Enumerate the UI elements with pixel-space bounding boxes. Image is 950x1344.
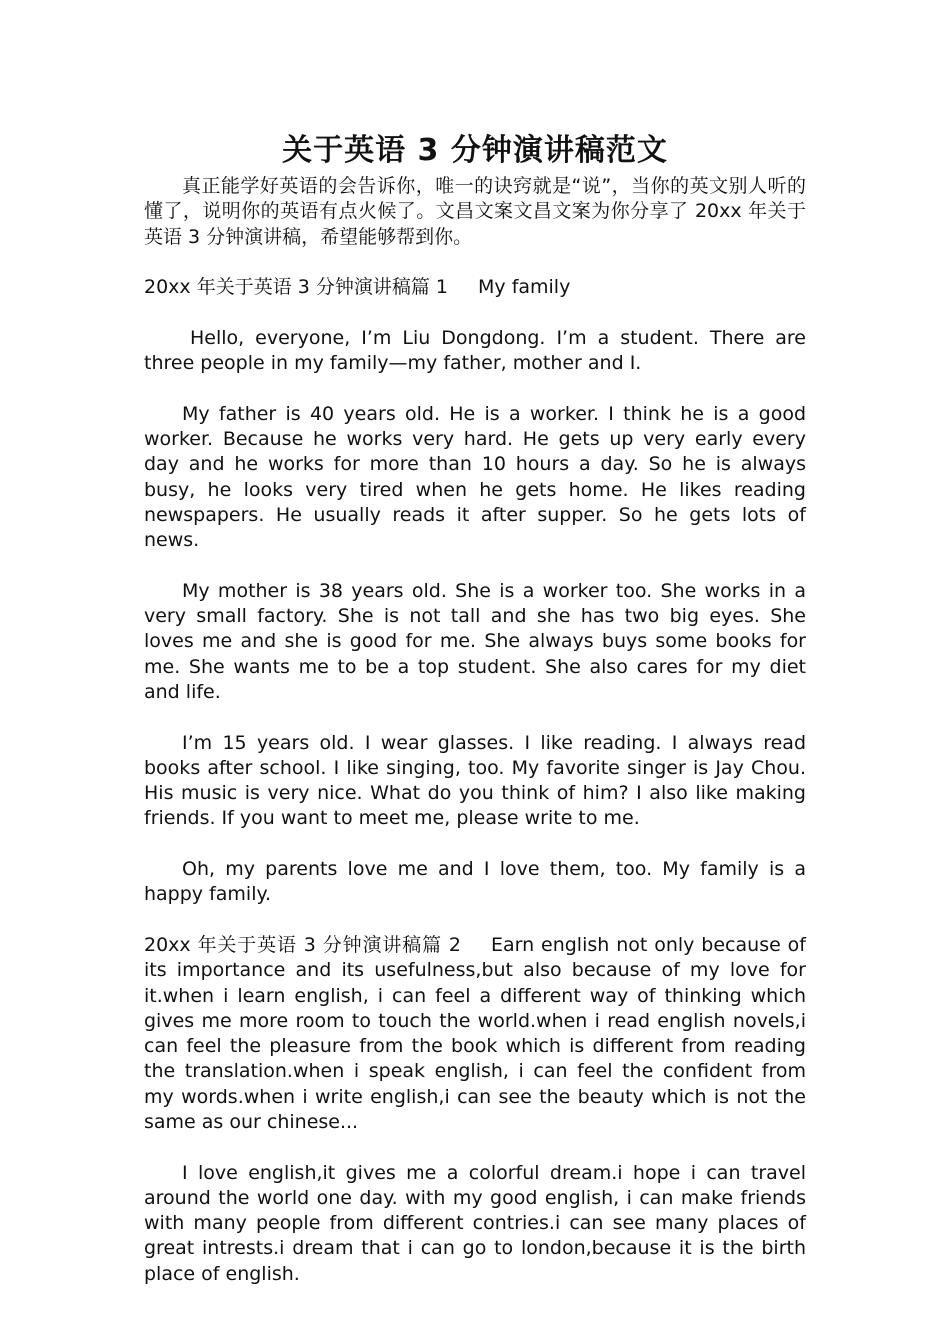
document-page: [144, 128, 806, 1287]
section-2-heading: 20xx 年关于英语 3 分钟演讲稿篇 2: [144, 933, 461, 956]
section-2-first-paragraph: [144, 933, 806, 1135]
section-1-subtitle: My family: [478, 276, 571, 299]
section-1-heading: 20xx 年关于英语 3 分钟演讲稿篇 1: [144, 276, 449, 299]
section-2-first-text: Earn english not only because of its importance and its usefulness,but also because of my love for it.when i learn english, i can feel a different way of thinking which gives me more room to touch the world.when i read english novels,i can feel the pleasure from the book which is different from reading the translation.when i speak english, i can feel the confident from my words.when i write english,i can see the beauty which is not the same as our chinese...: [144, 933, 806, 1133]
section-1-paragraph: My father is 40 years old. He is a worker. I think he is a good worker. Because he works very hard. He gets up very early every day and he works for more than 10 hours a day. So he is always busy, he looks very tired when he gets home. He likes reading newspapers. He usually reads it after supper. So he gets lots of news.: [144, 402, 806, 552]
section-1-paragraph: Oh, my parents love me and I love them, too. My family is a happy family.: [144, 858, 806, 906]
section-1-paragraph: My mother is 38 years old. She is a worker too. She works in a very small factory. She is not tall and she has two big eyes. She loves me and she is good for me. She always buys some books for me. She wants me to be a top student. She also cares for my diet and life.: [144, 579, 806, 703]
section-2-paragraph: I love english,it gives me a colorful dream.i hope i can travel around the world one day. with my good english, i can make friends with many people from different contries.i can see many places of great intrests.i dream that i can go to london,because it is the birth place of english.: [144, 1161, 806, 1285]
document-title: 关于英语 3 分钟演讲稿范文: [282, 133, 668, 168]
section-1-heading-line: [144, 275, 806, 300]
section-1-paragraph: I’m 15 years old. I wear glasses. I like reading. I always read books after school. I like singing, too. My favorite singer is Jay Chou. His music is very nice. What do you think of him? I also like making friends. If you want to meet me, please write to me.: [144, 731, 806, 830]
intro-paragraph: 真正能学好英语的会告诉你，唯一的诀窍就是“说”，当你的英文别人听的懂了，说明你的英语有点火候了。文昌文案文昌文案为你分享了 20xx 年关于英语 3 分钟演讲稿，希望能够帮到你。: [144, 175, 806, 248]
section-1-paragraph: Hello, everyone, I’m Liu Dongdong. I’m a student. There are three people in my family—my father, mother and I.: [144, 326, 806, 375]
